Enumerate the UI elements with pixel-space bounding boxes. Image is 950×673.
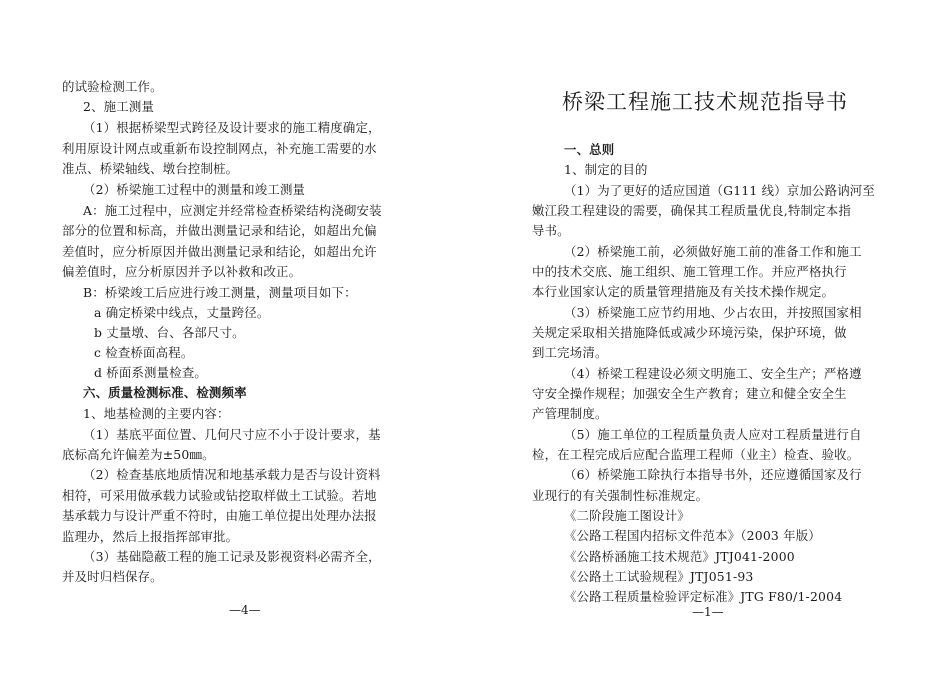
page-number: —1—	[692, 605, 724, 619]
list-item: d 桥面系测量检查。	[94, 365, 207, 380]
section-heading: 1、地基检测的主要内容：	[83, 406, 230, 421]
left-page	[62, 0, 424, 673]
section-heading: 六、质量检测标准、检测频率	[83, 385, 247, 400]
reference-item: 《二阶段施工图设计》	[564, 508, 690, 523]
text-line: 监理办，然后上报指挥部审批。	[62, 529, 239, 544]
text-line: （1）为了更好的适应国道（G111 线）京加公路讷河至	[564, 183, 875, 198]
reference-item: 《公路工程国内招标文件范本》（2003 年版）	[564, 528, 821, 543]
text-line: 产管理制度。	[532, 406, 608, 421]
text-line: 底标高允许偏差为±50㎜。	[62, 447, 215, 462]
text-line: 嫩江段工程建设的需要，确保其工程质量优良,特制定本指	[532, 203, 851, 218]
text-line: （3）基础隐蔽工程的施工记录及影视资料必需齐全，	[83, 549, 381, 564]
text-line: A：施工过程中，应测定并经常检查桥梁结构浇砌安装	[83, 203, 382, 218]
text-line: 关规定采取相关措施降低或减少环境污染，保护环境，做	[532, 325, 847, 340]
text-line: 基承载力与设计严重不符时，由施工单位提出处理办法报	[62, 508, 377, 523]
text-line: 业现行的有关强制性标准规定。	[532, 488, 709, 503]
text-line: 中的技术交底、施工组织、施工管理工作。并应严格执行	[532, 264, 847, 279]
section-heading: 一、总则	[564, 142, 615, 157]
text-line: 本行业国家认定的质量管理措施及有关技术操作规定。	[532, 284, 835, 299]
text-line: 的试验检测工作。	[62, 79, 163, 94]
text-line: 并及时归档保存。	[62, 569, 163, 584]
page-title: 桥梁工程施工技术规范指导书	[562, 90, 848, 114]
text-line: （1）基底平面位置、几何尺寸应不小于设计要求，基	[83, 427, 381, 442]
right-page	[532, 0, 890, 673]
text-line: 到工完场清。	[532, 345, 608, 360]
reference-item: 《公路桥涵施工技术规范》JTJ041-2000	[564, 549, 795, 564]
section-heading: 2、施工测量	[83, 99, 155, 114]
section-heading: 1、制定的目的	[564, 162, 648, 177]
text-line: （1）根据桥梁型式跨径及设计要求的施工精度确定，	[83, 120, 381, 135]
text-line: （2）桥梁施工过程中的测量和竣工测量	[83, 182, 306, 197]
text-line: 差值时，应分析原因并做出测量记录和结论，如超出允许	[62, 244, 377, 259]
text-line: 检，在工程完成后应配合监理工程师（业主）检查、验收。	[532, 447, 860, 462]
reference-item: 《公路工程质量检验评定标准》JTG F80/1-2004	[564, 589, 843, 604]
text-line: 相符，可采用做承载力试验或钻挖取样做土工试验。若地	[62, 488, 377, 503]
text-line: 准点、桥梁轴线、墩台控制桩。	[62, 161, 239, 176]
reference-item: 《公路土工试验规程》JTJ051-93	[564, 569, 754, 584]
text-line: 部分的位置和标高，并做出测量记录和结论，如超出允偏	[62, 223, 377, 238]
text-line: （4）桥梁工程建设必须文明施工、安全生产；严格遵	[564, 366, 862, 381]
text-line: 利用原设计网点或重新布设控制网点，补充施工需要的水	[62, 141, 377, 156]
text-line: （2）检查基底地质情况和地基承载力是否与设计资料	[83, 467, 381, 482]
text-line: （3）桥梁施工应节约用地、少占农田，并按照国家相	[564, 305, 862, 320]
text-line: 守安全操作规程；加强安全生产教育；建立和健全安全生	[532, 386, 847, 401]
list-item: a 确定桥梁中线点，丈量跨径。	[94, 305, 270, 320]
text-line: （2）桥梁施工前，必须做好施工前的准备工作和施工	[564, 244, 862, 259]
list-item: b 丈量墩、台、各部尺寸。	[94, 325, 245, 340]
page-number: —4—	[229, 603, 261, 617]
text-line: （5）施工单位的工程质量负责人应对工程质量进行自	[564, 427, 862, 442]
list-item: c 检查桥面高程。	[94, 345, 194, 360]
text-line: （6）桥梁施工除执行本指导书外，还应遵循国家及行	[564, 467, 862, 482]
text-line: 偏差值时，应分析原因并予以补救和改正。	[62, 264, 302, 279]
text-line: B：桥梁竣工后应进行竣工测量，测量项目如下：	[83, 285, 357, 300]
text-line: 导书。	[532, 223, 570, 238]
